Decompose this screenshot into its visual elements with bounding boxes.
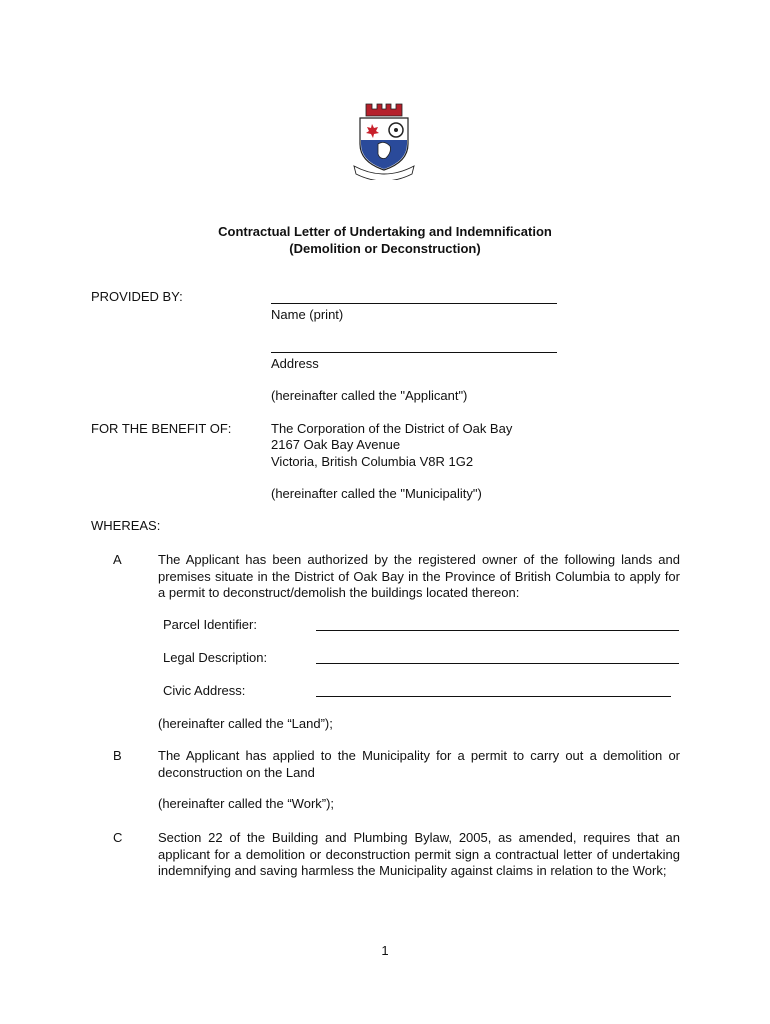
address-label: Address (271, 356, 319, 371)
name-print-label: Name (print) (271, 307, 344, 322)
legal-description-blank[interactable] (316, 663, 679, 664)
municipality-note: (hereinafter called the "Municipality") (271, 486, 482, 501)
clause-a-letter: A (113, 552, 122, 567)
applicant-note: (hereinafter called the "Applicant") (271, 388, 468, 403)
document-title: Contractual Letter of Undertaking and Indemnification (218, 224, 552, 239)
clause-b-letter: B (113, 748, 122, 763)
name-blank-line[interactable] (271, 303, 557, 304)
document-subtitle: (Demolition or Deconstruction) (289, 241, 481, 256)
clause-a-text: The Applicant has been authorized by the registered owner of the following lands and premises situate in the District of Oak Bay in the Province of British Columbia to apply for a permit to deconstruct/demolish the buildings located thereon: (158, 552, 680, 600)
parcel-identifier-blank[interactable] (316, 630, 679, 631)
clause-c-letter: C (113, 830, 123, 845)
address-blank-line[interactable] (271, 352, 557, 353)
land-note: (hereinafter called the “Land”); (158, 716, 333, 731)
benefit-line-2: 2167 Oak Bay Avenue (271, 437, 401, 452)
civic-address-blank[interactable] (316, 696, 671, 697)
benefit-line-3: Victoria, British Columbia V8R 1G2 (271, 454, 474, 469)
page-number: 1 (381, 943, 389, 958)
clause-b-text: The Applicant has applied to the Municipality for a permit to carry out a demolition or deconstruction on the Land (158, 748, 680, 780)
provided-by-label: PROVIDED BY: (91, 289, 183, 304)
benefit-line-1: The Corporation of the District of Oak Bay (271, 421, 513, 436)
whereas-label: WHEREAS: (91, 518, 161, 533)
work-note: (hereinafter called the “Work”); (158, 796, 335, 811)
legal-description-label: Legal Description: (163, 650, 268, 665)
clause-c-text: Section 22 of the Building and Plumbing Bylaw, 2005, as amended, requires that an applicant for a demolition or deconstruction permit sign a contractual letter of undertaking indemnifying and saving harmless the Municipality against claims in relation to the Work; (158, 830, 680, 878)
benefit-label: FOR THE BENEFIT OF: (91, 421, 232, 436)
parcel-identifier-label: Parcel Identifier: (163, 617, 257, 632)
civic-address-label: Civic Address: (163, 683, 246, 698)
district-crest-logo (352, 100, 416, 180)
